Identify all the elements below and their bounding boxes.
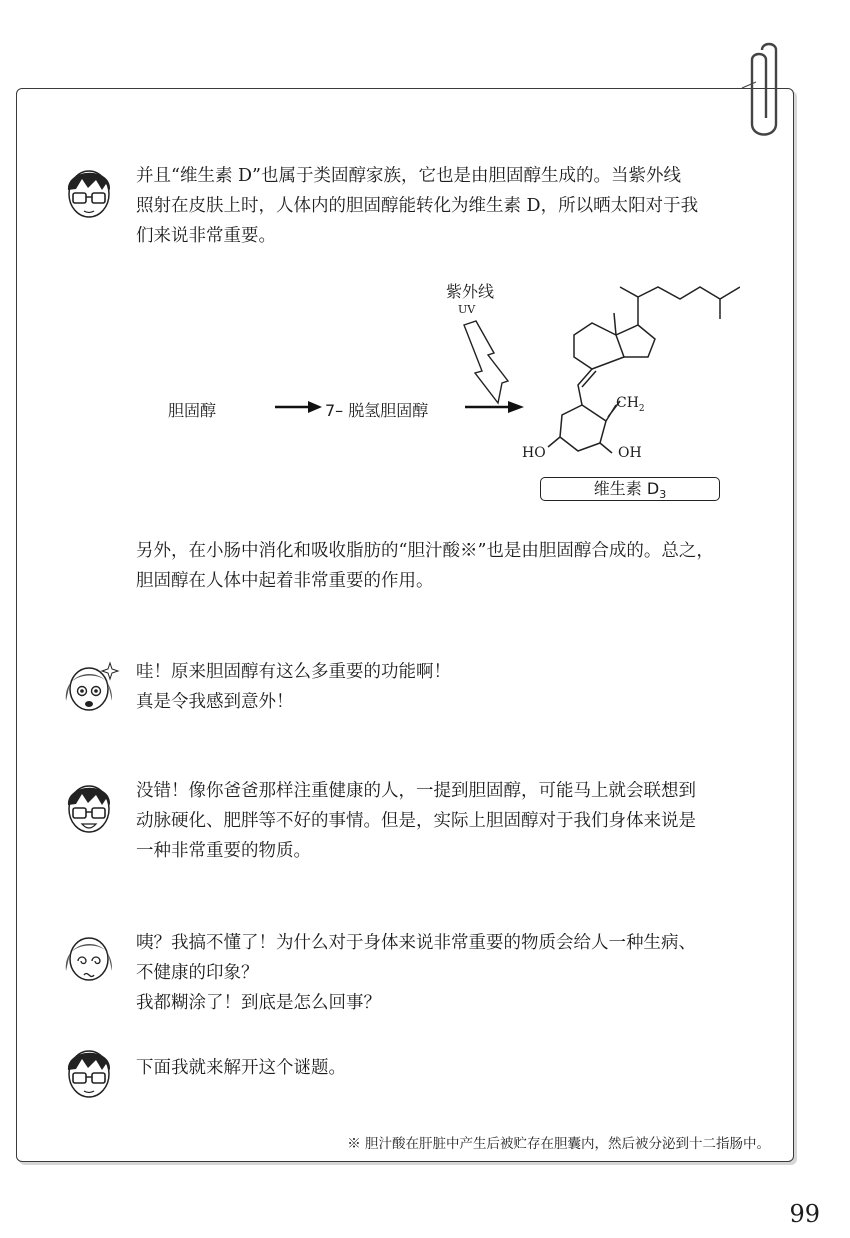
oh-label: OH	[618, 445, 642, 461]
text-line: 并且“维生素 D”也属于类固醇家族，它也是由胆固醇生成的。当紫外线	[136, 166, 681, 186]
girl-avatar-icon	[58, 925, 120, 987]
text-line: 胆固醇在人体中起着非常重要的作用。	[136, 571, 434, 591]
text-line: 不健康的印象？	[136, 963, 259, 983]
ho-label: HO	[522, 445, 546, 461]
dialogue-doctor-riddle	[136, 1053, 346, 1083]
text-line: 照射在皮肤上时，人体内的胆固醇能转化为维生素 D，所以晒太阳对于我	[136, 196, 699, 216]
paperclip-icon	[722, 38, 786, 148]
reaction-arrows	[150, 275, 740, 515]
lightning-bolt-icon	[464, 321, 508, 403]
uv-label: 紫外线	[446, 282, 495, 301]
dialogue-girl-surprised	[136, 657, 451, 717]
text-line: 一种非常重要的物质。	[136, 841, 311, 861]
dialogue-doctor-explains	[136, 776, 696, 866]
footnote: ※ 胆汁酸在肝脏中产生后被贮存在胆囊内，然后被分泌到十二指肠中。	[347, 1136, 770, 1152]
dialogue-girl-confused	[136, 928, 696, 1018]
doctor-avatar-icon	[58, 1040, 120, 1102]
paragraph-bile-acid	[136, 536, 714, 596]
text-line: 哇！原来胆固醇有这么多重要的功能啊！	[136, 662, 451, 682]
vitamin-d-synthesis-diagram	[150, 275, 740, 515]
text-line: 们来说非常重要。	[136, 226, 276, 246]
text-line: 咦？我搞不懂了！为什么对于身体来说非常重要的物质会给人一种生病、	[136, 933, 696, 953]
dialogue-doctor-vitamin-d	[136, 161, 698, 251]
text-line: 我都糊涂了！到底是怎么回事？	[136, 993, 381, 1013]
text-line: 没错！像你爸爸那样注重健康的人，一提到胆固醇，可能马上就会联想到	[136, 781, 696, 801]
text-line: 另外，在小肠中消化和吸收脂肪的“胆汁酸※”也是由胆固醇合成的。总之，	[136, 541, 714, 561]
cholesterol-label: 胆固醇	[168, 401, 217, 420]
vitamin-d3-label-box: 维生素 $D_3$	[540, 477, 720, 501]
ch2-label: $CH_2$	[616, 395, 645, 414]
text-line: 动脉硬化、肥胖等不好的事情。但是，实际上胆固醇对于我们身体来说是	[136, 811, 696, 831]
text-line: 下面我就来解开这个谜题。	[136, 1058, 346, 1078]
doctor-avatar-icon	[58, 160, 120, 222]
girl-avatar-icon	[58, 655, 120, 717]
dehydrocholesterol-label: 7– 脱氢胆固醇	[325, 401, 429, 420]
page-number: 99	[789, 1200, 820, 1228]
doctor-avatar-icon	[58, 775, 120, 837]
vitamin-d3-molecule	[548, 287, 740, 453]
text-line: 真是令我感到意外！	[136, 692, 294, 712]
uv-sub-label: UV	[458, 303, 476, 316]
